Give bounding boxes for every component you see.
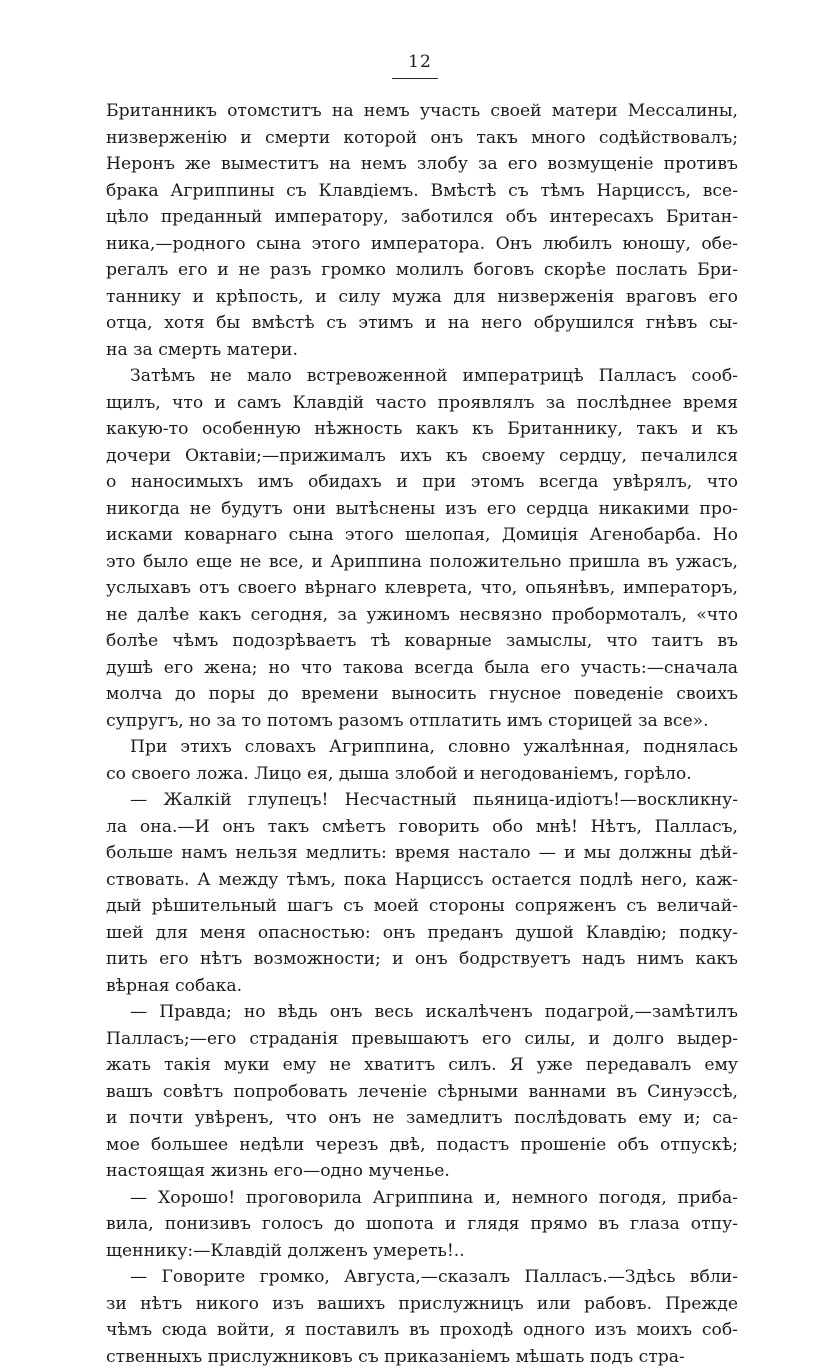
text-line: — Жалкій глупецъ! Несчастный пьяница-идіотъ!—воскликну- bbox=[106, 787, 738, 814]
text-line: Палласъ;—его страданія превышаютъ его силы, и долго выдер- bbox=[106, 1026, 738, 1053]
text-line: — Говорите громко, Августа,—сказалъ Палласъ.—Здѣсь вбли- bbox=[106, 1264, 738, 1291]
text-line: на за смерть матери. bbox=[106, 337, 738, 364]
text-line: ствовать. А между тѣмъ, пока Нарциссъ остается подлѣ него, каж- bbox=[106, 867, 738, 894]
text-line: со своего ложа. Лицо ея, дыша злобой и негодованіемъ, горѣло. bbox=[106, 761, 738, 788]
page-number-rule bbox=[392, 78, 438, 79]
text-line: настоящая жизнь его—одно мученье. bbox=[106, 1158, 738, 1185]
text-line: шей для меня опасностью: онъ преданъ душой Клавдію; подку- bbox=[106, 920, 738, 947]
text-line: Затѣмъ не мало встревоженной императрицѣ Палласъ сооб- bbox=[106, 363, 738, 390]
text-line: низверженію и смерти которой онъ такъ много содѣйствовалъ; bbox=[106, 125, 738, 152]
text-line: пить его нѣтъ возможности; и онъ бодрствуетъ надъ нимъ какъ bbox=[106, 946, 738, 973]
text-line: вашъ совѣтъ попробовать леченіе сѣрными ваннами въ Синуэссѣ, bbox=[106, 1079, 738, 1106]
text-line: о наносимыхъ имъ обидахъ и при этомъ всегда увѣрялъ, что bbox=[106, 469, 738, 496]
text-line: какую-то особенную нѣжность какъ къ Британнику, такъ и къ bbox=[106, 416, 738, 443]
text-line: болѣе чѣмъ подозрѣваетъ тѣ коварные замыслы, что таитъ въ bbox=[106, 628, 738, 655]
text-line: — Хорошо! проговорила Агриппина и, немного погодя, приба- bbox=[106, 1185, 738, 1212]
text-line: ника,—родного сына этого императора. Онъ любилъ юношу, обе- bbox=[106, 231, 738, 258]
text-line: душѣ его жена; но что такова всегда была его участь:—сначала bbox=[106, 655, 738, 682]
text-line: При этихъ словахъ Агриппина, словно ужалѣнная, поднялась bbox=[106, 734, 738, 761]
text-line: вила, понизивъ голосъ до шопота и глядя прямо въ глаза отпу- bbox=[106, 1211, 738, 1238]
text-line: мое большее недѣли черезъ двѣ, подастъ прошеніе объ отпускѣ; bbox=[106, 1132, 738, 1159]
text-line: ла она.—И онъ такъ смѣетъ говорить обо мнѣ! Нѣтъ, Палласъ, bbox=[106, 814, 738, 841]
page-number: 12 bbox=[0, 52, 840, 72]
text-line: молча до поры до времени выносить гнусное поведеніе своихъ bbox=[106, 681, 738, 708]
text-line: дый рѣшительный шагъ съ моей стороны сопряженъ съ величай- bbox=[106, 893, 738, 920]
body-text bbox=[106, 98, 738, 1370]
text-line: жать такія муки ему не хватитъ силъ. Я уже передавалъ ему bbox=[106, 1052, 738, 1079]
text-line: щилъ, что и самъ Клавдій часто проявлялъ за послѣднее время bbox=[106, 390, 738, 417]
text-line: никогда не будутъ они вытѣснены изъ его сердца никакими про- bbox=[106, 496, 738, 523]
text-line: Британникъ отомститъ на немъ участь своей матери Мессалины, bbox=[106, 98, 738, 125]
text-line: супругъ, но за то потомъ разомъ отплатить имъ сторицей за все». bbox=[106, 708, 738, 735]
text-line: таннику и крѣпость, и силу мужа для низверженія враговъ его bbox=[106, 284, 738, 311]
text-line: Неронъ же выместитъ на немъ злобу за его возмущеніе противъ bbox=[106, 151, 738, 178]
text-line: цѣло преданный императору, заботился объ интересахъ Британ- bbox=[106, 204, 738, 231]
text-line: брака Агриппины съ Клавдіемъ. Вмѣстѣ съ тѣмъ Нарциссъ, все- bbox=[106, 178, 738, 205]
text-line: это было еще не все, и Ариппина положительно пришла въ ужасъ, bbox=[106, 549, 738, 576]
text-line: зи нѣтъ никого изъ вашихъ прислужницъ или рабовъ. Прежде bbox=[106, 1291, 738, 1318]
text-line: ственныхъ прислужниковъ съ приказаніемъ мѣшать подъ стра- bbox=[106, 1344, 738, 1370]
text-line: регалъ его и не разъ громко молилъ боговъ скорѣе послать Бри- bbox=[106, 257, 738, 284]
text-line: отца, хотя бы вмѣстѣ съ этимъ и на него обрушился гнѣвъ сы- bbox=[106, 310, 738, 337]
text-line: и почти увѣренъ, что онъ не замедлитъ послѣдовать ему и; са- bbox=[106, 1105, 738, 1132]
text-line: чѣмъ сюда войти, я поставилъ въ проходѣ одного изъ моихъ соб- bbox=[106, 1317, 738, 1344]
text-line: больше намъ нельзя медлить: время настало — и мы должны дѣй- bbox=[106, 840, 738, 867]
text-line: не далѣе какъ сегодня, за ужиномъ несвязно пробормоталъ, «что bbox=[106, 602, 738, 629]
text-line: щеннику:—Клавдій долженъ умереть!.. bbox=[106, 1238, 738, 1265]
text-line: дочери Октавіи;—прижималъ ихъ къ своему сердцу, печалился bbox=[106, 443, 738, 470]
text-line: услыхавъ отъ своего вѣрнаго клеврета, что, опьянѣвъ, императоръ, bbox=[106, 575, 738, 602]
text-line: исками коварнаго сына этого шелопая, Домиція Агенобарба. Но bbox=[106, 522, 738, 549]
text-line: — Правда; но вѣдь онъ весь искалѣченъ подагрой,—замѣтилъ bbox=[106, 999, 738, 1026]
text-line: вѣрная собака. bbox=[106, 973, 738, 1000]
